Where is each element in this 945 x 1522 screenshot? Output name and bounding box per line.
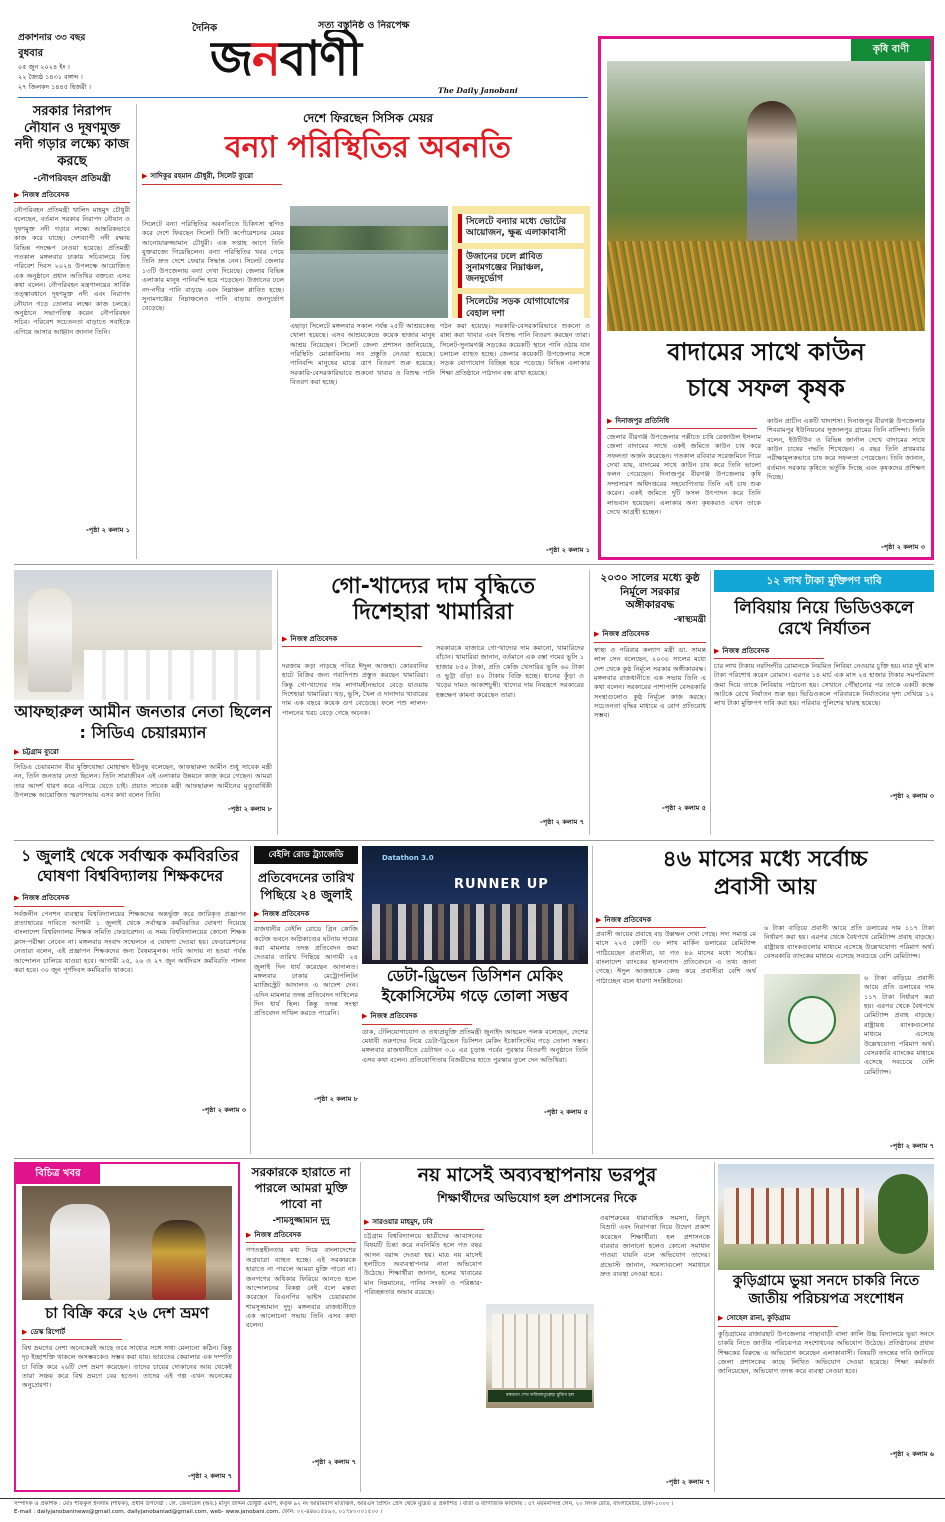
afsarul-photo xyxy=(14,570,272,700)
remittance-byline xyxy=(596,916,706,928)
krishi-byline-text: দিনাজপুর প্রতিনিধি xyxy=(615,417,670,425)
libya-cont[interactable]: -পৃষ্ঠা ২ কলাম ৩ xyxy=(890,791,934,800)
remittance-body-1: প্রবাসী আয়ের প্রবাহে বড় উল্লম্ফন দেখা গেছে। সদ্য সমাপ্ত মে মাসে ২২৫ কোটি ৩৮ লাখ মার্কিন ডলারের রেমিট্যান্স পাঠিয়েছেন প্রবাসীরা, যা গত ৪৬ মাসের মধ্যে সর্বোচ্চ। বাংলাদেশ ব্যাংকের হালনাগাদ প্রতিবেদনে এ তথ্য জানা গেছে। ঈদুল আজহাকে কেন্দ্র করে প্রবাসীরা বেশি অর্থ পাঠাচ্ছেন বলে ধারণা সংশ্লিষ্টদের। xyxy=(596,930,756,985)
libya-story xyxy=(714,570,934,832)
kurigram-headline-2[interactable]: জাতীয় পরিচয়পত্র সংশোধন xyxy=(748,1291,904,1308)
est-label-text: প্রকাশনার ৩৩ বছর xyxy=(18,33,86,43)
est-label xyxy=(18,32,158,46)
remittance-cont[interactable]: -পৃষ্ঠা ২ কলাম ৭ xyxy=(890,1142,934,1150)
flood-body-1: সিলেটে বন্যা পরিস্থিতির অবনতিতে চিকিৎসা স্থগিত করে দেশে ফিরছেন সিলেট সিটি কর্পোরেশনের মেয়র আনোয়ারুজ্জামান চৌধুরী। এক সপ্তাহ আগে তিনি যুক্তরাজ্যে গিয়েছিলেন। বন্যা পরিস্থিতির খবর পেয়ে তিনি দ্রুত দেশে ফেরার সিদ্ধান্ত নেন। সিলেট জেলার ১৩টি উপজেলায় বন্যা দেখা দিয়েছে। জেলার বিভিন্ন এলাকার মানুষ পানিবন্দি হয়ে পড়েছেন। উজানের ঢলে নদ-নদীর পানি বাড়ছে এবং নিম্নাঞ্চল প্লাবিত হচ্ছে। সুনামগঞ্জের নিম্নাঞ্চলেও পানি বাড়ায় জনদুর্ভোগ বেড়েছে। xyxy=(142,220,284,313)
bailey-story xyxy=(254,846,358,1154)
krishi-body-1: জেলার বীরগঞ্জ উপজেলার পল্লীতে চাষি রেজাউল ইসলাম জেলা বাদামের সাথে একই জমিতে কাউন চাষ করে সফলতা অর্জন করেছেন। গতকাল রবিবার সরেজমিনে গিয়ে দেখা যায়, বাদামের সাথে কাউন চাষ করে তিনি ভালো ফলন পেয়েছেন। দিনাজপুর বীরগঞ্জ উপজেলার কৃষি সম্প্রসারণ অধিদপ্তরের সহযোগিতায় তিনি এই চাষ শুরু করেন। একই জমিতে দুটি ফসল উৎপাদন করে তিনি লাভবান হয়েছেন। এলাকার অন্য কৃষকরাও এখন তাকে দেখে আগ্রহী হচ্ছেন। xyxy=(607,433,761,516)
leprosy-subhead: -স্বাস্থ্যমন্ত্রী xyxy=(673,614,706,625)
rule xyxy=(14,840,934,841)
hostel-photo xyxy=(486,1304,594,1408)
left-subhead: -নৌপরিবহন প্রতিমন্ত্রী xyxy=(33,173,111,184)
flood-headline[interactable]: বন্যা পরিস্থিতির অবনতি xyxy=(224,130,512,166)
afsarul-cont[interactable]: -পৃষ্ঠা ২ কলাম ৮ xyxy=(228,805,272,814)
flood-cont[interactable]: -পৃষ্ঠা ২ কলাম ১ xyxy=(546,546,590,554)
cattle-body-1: দরজায় কড়া নাড়ছে পবিত্র ঈদুল আজহা। কোরবানির হাটে বিক্রির জন্য গবাদিপশু প্রস্তুত করছেন খামারিরা। কিন্তু গো-খাদ্যের দাম লাগামহীনভাবে বেড়ে যাওয়ায় দিশেহারা খামারিরা। খড়, ভুসি, খৈল ও দানাদার খাবারের দাম এক বছরে কয়েক গুণ বেড়েছে। ফলে পশু লালন-পালনের খরচ বেড়ে গেছে অনেক। xyxy=(282,662,428,717)
byline-marker-icon: ▶ xyxy=(14,894,20,903)
masthead-blue-rule xyxy=(18,97,588,98)
datathon-story xyxy=(362,966,588,1154)
libya-headline-2[interactable]: রেখে নির্যাতন xyxy=(777,619,871,640)
kurigram-photo-building xyxy=(724,1188,864,1244)
kurigram-photo-tree xyxy=(878,1174,928,1254)
flood-byline xyxy=(142,172,282,184)
kurigram-byline xyxy=(718,1314,838,1326)
libya-body: চার লাখ টাকায় নরসিংদীর রোমানকে নিয়মিত লিবিয়া নেওয়ার চুক্তি হয়। মাত্র দুই মাস টাকা পরিশোধ করেন রোমান। এরপর ১৪ মার্চ এক মাস ২৪ হাজার টাকার সমপরিমাণ জমা দিয়ে তাকে লিবিয়ায় পাঠানো হয়। সেখানে পৌঁছানোর পর তাকে একটি কক্ষে আটকে রেখে নির্যাতন শুরু হয়। ভিডিওকলে পরিবারকে নির্যাতনের দৃশ্য দেখিয়ে ১২ লাখ টাকা মুক্তিপণ দাবি করা হয়। পরিবার পুলিশের দ্বারস্থ হয়েছে। xyxy=(714,661,934,708)
kurigram-photo xyxy=(718,1164,934,1270)
left-body: নৌপরিবহন প্রতিমন্ত্রী খালিদ মাহমুদ চৌধুরী বলেছেন, বর্তমান সরকার নিরাপদ নৌযান ও দূষণমুক্ত নদী গড়ার লক্ষ্যে আন্তরিকভাবে কাজ করে যাচ্ছে। দেশব্যাপী নদী রক্ষায় বিভিন্ন পদক্ষেপ নেওয়া হয়েছে। প্রতিমন্ত্রী গতকাল মঙ্গলবার ঢাকায় সচিবালয়ে বিশ্ব পরিবেশ দিবস ২০২৪ উপলক্ষে আয়োজিত এক অনুষ্ঠানে প্রধান অতিথির বক্তব্যে এসব কথা বলেন। নৌপরিবহন মন্ত্রণালয়ের সার্বিক তত্ত্বাবধানে দূষণমুক্ত নদী এবং নিরাপদ নৌযান গড়ে তোলার লক্ষ্যে কাজ চলছে। অনুষ্ঠানে সভাপতিত্ব করেন নৌপরিবহন সচিব। পরিবেশ সচেতনতা বাড়াতে সবাইকে এগিয়ে আসার আহ্বান জানান তিনি। xyxy=(14,206,130,336)
kurigram-headline-1[interactable]: কুড়িগ্রামে ভুয়া সনদে চাকরি নিতে xyxy=(732,1273,920,1289)
divider xyxy=(589,570,590,835)
flood-bullet-3[interactable]: সিলেটের সড়ক যোগাযোগের বেহাল দশা xyxy=(458,294,584,318)
afsarul-photo-speaker xyxy=(28,588,72,692)
teachers-headline-2[interactable]: ঘোষণা বিশ্ববিদ্যালয় শিক্ষকদের xyxy=(36,867,224,886)
byline-marker-icon: ▶ xyxy=(22,1328,28,1336)
teachers-cont[interactable]: -পৃষ্ঠা ২ কলাম ৩ xyxy=(202,1105,246,1114)
hostel-headline[interactable]: নয় মাসেই অব্যবস্থাপনায় ভরপুর xyxy=(417,1164,657,1186)
cattle-byline xyxy=(282,635,422,647)
flood-bullet-2[interactable]: উজানের ঢলে প্লাবিত সুনামগঞ্জের নিম্নাঞ্চল, জনদুর্ভোগ xyxy=(458,249,584,289)
byline-marker-icon: ▶ xyxy=(714,646,720,655)
datathon-byline-text: নিজস্ব প্রতিবেদক xyxy=(370,1012,418,1021)
datathon-body: ডাক, টেলিযোগাযোগ ও তথ্যপ্রযুক্তি প্রতিমন্ত্রী জুনাইদ আহমেদ পলক বলেছেন, দেশের মেধাবী তরুণদের নিয়ে ডেটা-ড্রিভেন ডিসিশন মেকিং ইকোসিস্টেম গড়ে তোলা সম্ভব। মঙ্গলবার রাজধানীতে ডেটাথন ৩.০ এর চূড়ান্ত পর্বের পুরস্কার বিতরণী অনুষ্ঠানে তিনি এসব কথা বলেন। প্রতিযোগিতায় বিজয়ীদের হাতে পুরস্কার তুলে দেন অতিথিরা। xyxy=(362,1027,588,1064)
bichitra-body: বিশ্ব ভ্রমণের নেশা অনেকেরই আছে তবে সাধ্যের সঙ্গে সাধ্য মেলানো কঠিন। কিন্তু দৃঢ় ইচ্ছাশক্তি থাকলে অসম্ভবকেও সম্ভব করা যায়। ভারতের কেরালার এক দম্পতি চা বিক্রি করে ২৬টি দেশ ভ্রমণ করেছেন। তাদের চায়ের দোকানের আয় থেকেই তারা সঞ্চয় করে বিশ্ব ভ্রমণে বের হতেন। তাদের এই গল্প এখন অনেকের অনুপ্রেরণা। xyxy=(22,1344,232,1390)
krishi-headline-1[interactable]: বাদামের সাথে কাউন xyxy=(667,338,865,366)
divider xyxy=(250,846,251,1154)
opinion-byline xyxy=(246,1231,356,1243)
masthead-prefix: দৈনিক xyxy=(192,23,218,34)
divider xyxy=(277,570,278,835)
bailey-cont[interactable]: -পৃষ্ঠা ২ কলাম ৮ xyxy=(314,1095,358,1104)
kurigram-story xyxy=(718,1272,934,1492)
logo-letter: ন xyxy=(251,31,280,87)
bailey-body: রাজধানীর বেইলি রোডে গ্রিন কোজি কটেজ ভবনে অগ্নিকাণ্ডের ঘটনায় দায়ের করা মামলার তদন্ত প্রতিবেদন জমা দেওয়ার তারিখ পিছিয়ে আগামী ২৪ জুলাই দিন ধার্য করেছেন আদালত। মঙ্গলবার ঢাকার মেট্রোপলিটন ম্যাজিস্ট্রেট আদালত এ আদেশ দেন। এদিন মামলার তদন্ত প্রতিবেদন দাখিলের দিন ধার্য ছিল। কিন্তু তদন্ত সংস্থা প্রতিবেদন দাখিল করতে পারেনি। xyxy=(254,925,358,1018)
left-headline[interactable]: সরকার নিরাপদ নৌযান ও দূষণমুক্ত নদী গড়ার লক্ষ্যে কাজ করছে xyxy=(14,104,130,169)
english-name: The Daily Janobani xyxy=(438,86,518,95)
leprosy-story xyxy=(594,572,706,834)
leprosy-headline[interactable]: ২০৩০ সালের মধ্যে কুষ্ঠ নির্মূলে সরকার অঙ্গীকারবদ্ধ xyxy=(600,572,700,612)
cattle-body-2: সরকারকে বাজারে গো-খাদ্যের দাম কমানো, খামারিদের বাঁচান। খামারিরা জানান, বর্তমানে এক বস্তা গমের ভুসি ১ হাজার ৮৫০ টাকা, প্রতি কেজি খেসারির ভুসি ৬০ টাকা ও ভুট্টা গুঁড়া ৪০ টাকায় বিক্রি হচ্ছে। ধানের কুঁড়া ও খড়ের দামও আকাশচুম্বী। খাদ্যের দাম নিয়ন্ত্রণে সরকারের হস্তক্ষেপ কামনা করেছেন তারা। xyxy=(436,644,584,699)
leprosy-body: স্বাস্থ্য ও পরিবার কল্যাণ মন্ত্রী ডা. সামন্ত লাল সেন বলেছেন, ২০৩০ সালের মধ্যে দেশ থেকে কুষ্ঠ নির্মূলে সরকার অঙ্গীকারবদ্ধ। মঙ্গলবার রাজধানীতে এক সভায় তিনি এ কথা বলেন। সরকারের পাশাপাশি বেসরকারি সংস্থাগুলোও কুষ্ঠ নির্মূলে কাজ করছে। সচেতনতা বৃদ্ধির মাধ্যমে এ রোগ প্রতিরোধ সম্ভব। xyxy=(594,645,706,720)
logo-text xyxy=(210,31,361,87)
cattle-headline-2[interactable]: দিশেহারা খামারিরা xyxy=(352,600,514,626)
bangladesh-bank-seal-icon xyxy=(788,996,836,1044)
footer-line-1: সম্পাদক ও প্রকাশক : মোঃ শফিকুল ইসলাম (শফিক), প্রধান উপদেষ্টা : লে. জেনারেল (অব.) মাসুদ উদ্দিন চৌধুরী এমপি, কর্তৃক ৯২ নং আরামবাগ মতিঝিল, আরএস প্রিন্টিং প্রেস থেকে মুদ্রিত ও প্রকাশিত । বার্তা ও বাণিজ্যিক কার্যালয় : ৫৭ ময়মনসিংহ লেন, ২০ লিংক রোড, বাংলামোটর, ঢাকা-১০০০ । xyxy=(14,1501,674,1507)
remittance-story xyxy=(596,846,934,1154)
cattle-byline-text: নিজস্ব প্রতিবেদক xyxy=(290,634,338,643)
remittance-byline-text: নিজস্ব প্রতিবেদক xyxy=(604,916,652,924)
cattle-headline-1[interactable]: গো-খাদ্যের দাম বৃদ্ধিতে xyxy=(330,574,536,599)
flood-kicker: দেশে ফিরছেন সিসিক মেয়র xyxy=(302,111,433,125)
bichitra-badge: বিচিত্র খবর xyxy=(16,1164,100,1184)
krishi-photo xyxy=(607,61,925,331)
bichitra-frame xyxy=(14,1162,240,1492)
krishi-body-2: কাউন প্রাচীন একটি খাদ্যশস্য। দিনাজপুর বীরগঞ্জ উপজেলার শিবরামপুর ইউনিয়নের সুজালপুর গ্রামের তিনি বাসিন্দা। তিনি বলেন, ইউটিউব ও বিভিন্ন জার্নাল দেখে বাদামের সাথে কাউন চাষের পদ্ধতি শিখেছেন। এ বছর তিনি প্রথমবার পরীক্ষামূলকভাবে চাষ করে সফলতা পেয়েছেন। তিনি জানান, বর্তমান সরকার কৃষিতে ভর্তুকি দিচ্ছে এবং কৃষকদের প্রশিক্ষণ দিচ্ছে। xyxy=(767,417,925,482)
afsarul-photo-table xyxy=(84,650,272,700)
hostel-body-1: চট্টগ্রাম বিশ্ববিদ্যালয়ে ছাত্রীদের আবাসনের বিষয়টি চিন্তা করে নবনির্মিত হলে গত বছর আসন বরাদ্দ দেওয়া হয়। মাত্র নয় মাসেই হলটিতে অব্যবস্থাপনার নানা অভিযোগ উঠেছে। শিক্ষার্থীরা জানান, হলের খাবারের মান নিম্নমানের, পানির সংকট ও পরিষ্কার-পরিচ্ছন্নতার অভাব রয়েছে। xyxy=(364,1232,482,1297)
datathon-byline xyxy=(362,1012,472,1024)
flood-photo-water xyxy=(290,254,448,318)
left-byline xyxy=(14,191,130,203)
teachers-byline xyxy=(14,894,124,906)
opinion-cont[interactable]: -পৃষ্ঠা ২ কলাম ৭ xyxy=(312,1458,356,1467)
opinion-story xyxy=(246,1164,356,1492)
byline-marker-icon: ▶ xyxy=(594,630,600,639)
byline-marker-icon: ▶ xyxy=(718,1314,724,1323)
opinion-body: গণতন্ত্রহীনতার মধ্য দিয়ে বাংলাদেশের অগ্রযাত্রা ব্যাহত হচ্ছে। এই সরকারকে হারাতে না পারলে আমরা মুক্তি পাবো না। জনগণের অধিকার ফিরিয়ে আনতে হলে আন্দোলনের বিকল্প নেই বলে মন্তব্য করেছেন বিএনপির ভাইস চেয়ারম্যান শামসুজ্জামান দুদু। মঙ্গলবার রাজধানীতে এক আলোচনা সভায় তিনি এসব কথা বলেন। xyxy=(246,1246,356,1330)
leprosy-byline xyxy=(594,630,706,642)
divider xyxy=(710,570,711,835)
datathon-photo xyxy=(362,846,588,964)
libya-headline-1[interactable]: লিবিয়ায় নিয়ে ভিডিওকলে xyxy=(734,598,914,618)
datathon-cont[interactable]: -পৃষ্ঠা ২ কলাম ৫ xyxy=(544,1107,588,1116)
flood-byline-text: সাদিকুর রহমান চৌধুরী, সিলেট ব্যুরো xyxy=(150,172,253,181)
krishi-badge: কৃষি বাণী xyxy=(851,39,931,61)
bailey-byline-text: নিজস্ব প্রতিবেদক xyxy=(262,909,310,918)
datathon-stage-text: RUNNER UP xyxy=(454,877,549,892)
hostel-photo-sign xyxy=(488,1390,592,1402)
divider xyxy=(136,104,137,559)
leprosy-byline-text: নিজস্ব প্রতিবেদক xyxy=(602,630,650,639)
date-hijri: ২৭ জিলকদ ১৪৪৫ হিজরী । xyxy=(18,83,91,91)
bichitra-byline xyxy=(22,1328,122,1340)
opinion-subhead: -শামসুজ্জামান দুদু xyxy=(272,1215,330,1226)
krishi-photo-farmer xyxy=(747,101,797,261)
leprosy-cont[interactable]: -পৃষ্ঠা ২ কলাম ৫ xyxy=(662,803,706,812)
rule xyxy=(14,1158,934,1159)
remittance-headline-1[interactable]: ৪৬ মাসের মধ্যে সর্বোচ্চ xyxy=(662,847,868,872)
masthead xyxy=(0,0,600,98)
libya-badge: ১২ লাখ টাকা মুক্তিপণ দাবি xyxy=(714,570,934,592)
byline-marker-icon: ▶ xyxy=(607,417,613,425)
kurigram-cont[interactable]: -পৃষ্ঠা ২ কলাম ৬ xyxy=(890,1449,934,1458)
hostel-sign-text: বঙ্গমাতা শেখ ফজিলাতুন্নেছা মুজিব হল xyxy=(505,1393,575,1398)
byline-marker-icon: ▶ xyxy=(14,190,20,199)
left-byline-text: নিজস্ব প্রতিবেদক xyxy=(22,190,70,199)
footer xyxy=(0,1498,945,1522)
krishi-headline-2[interactable]: চাষে সফল কৃষক xyxy=(687,374,845,402)
bichitra-photo-woman xyxy=(152,1220,206,1300)
afsarul-byline xyxy=(14,748,134,760)
rule xyxy=(14,564,934,565)
hostel-cont[interactable]: -পৃষ্ঠা ২ কলাম ৭ xyxy=(666,1478,710,1486)
hostel-story xyxy=(364,1164,710,1492)
bailey-badge: বেইলি রোড ট্র্যাজেডি xyxy=(254,846,358,864)
flood-body-3: গঠন করা হয়েছে। সরকারি-বেসরকারিভাবে শুকনো ও রান্না করা খাবার এবং বিশুদ্ধ পানি বিতরণ করছেন তারা। সিলেট-সুনামগঞ্জ সড়কের কয়েকটি স্থানে পানি ওঠায় যান চলাচল ব্যাহত হচ্ছে। জেলার কয়েকটি উপজেলার সঙ্গে সড়ক যোগাযোগ বিচ্ছিন্ন হয়ে পড়েছে। বিভিন্ন এলাকার শিক্ষা প্রতিষ্ঠানে পাঠদান বন্ধ রাখা হয়েছে। xyxy=(440,322,590,377)
krishi-cont[interactable]: -পৃষ্ঠা ২ কলাম ৩ xyxy=(881,543,925,551)
afsarul-byline-text: চট্টগ্রাম ব্যুরো xyxy=(22,747,59,756)
flood-photo-trees xyxy=(290,226,448,250)
hostel-body-2: ওয়াশরুমের ধারাবাহিক সমস্যা, বিদ্যুৎ বিভ্রাট এবং নিরাপত্তা নিয়ে উদ্বেগ প্রকাশ করেছেন শিক্ষার্থীরা। হল প্রশাসনকে বারবার জানানো হলেও কোনো সমাধান পাওয়া যায়নি বলে অভিযোগ তাদের। প্রভোস্ট জানান, সমস্যাগুলো সমাধানে দ্রুত ব্যবস্থা নেওয়া হবে। xyxy=(600,1214,710,1279)
bailey-headline[interactable]: প্রতিবেদনের তারিখ পিছিয়ে ২৪ জুলাই xyxy=(257,870,355,902)
teachers-headline-1[interactable]: ১ জুলাই থেকে সর্বাত্মক কর্মবিরতির xyxy=(21,847,239,865)
byline-marker-icon: ▶ xyxy=(596,916,602,924)
teachers-story xyxy=(14,846,246,1154)
divider xyxy=(714,1162,715,1492)
krishi-byline xyxy=(607,417,757,429)
teachers-body: সর্বজনীন পেনশন ব্যবস্থায় বিশ্ববিদ্যালয়ের শিক্ষকদের অন্তর্ভুক্ত করে জারিকৃত প্রজ্ঞাপন প্রত্যাহারের দাবিতে আগামী ১ জুলাই থেকে সর্বাত্মক কর্মবিরতির ঘোষণা দিয়েছে বাংলাদেশ বিশ্ববিদ্যালয় শিক্ষক সমিতি ফেডারেশন। এ সময় বিশ্ববিদ্যালয়ের কোনো শিক্ষক ক্লাস-পরীক্ষা নেবেন না। মঙ্গলবার সংবাদ সম্মেলনে এ ঘোষণা দেওয়া হয়। ফেডারেশনের নেতারা বলেন, এই প্রজ্ঞাপন শিক্ষকদের জন্য বৈষম্যমূলক। দাবি আদায় না হওয়া পর্যন্ত আন্দোলন চালিয়ে যাওয়া হবে। আগামী ২৫, ২৬ ও ২৭ জুন অর্ধদিবস কর্মবিরতি পালন করা হবে। ৩০ জুন পূর্ণদিবস কর্মবিরতি থাকবে। xyxy=(14,909,246,974)
remittance-body-2: ৬ টাকা বাড়িয়ে প্রবাসী আয়ে প্রতি ডলারের দাম ১১৭ টাকা নির্ধারণ করা হয়। এরপর থেকে বৈধপথে রেমিট্যান্স প্রবাহ বাড়ছে। রাষ্ট্রায়ত্ত ব্যাংকগুলোর মাধ্যমে এসেছে উল্লেখযোগ্য পরিমাণ অর্থ। বেসরকারি ব্যাংকের মাধ্যমে এসেছে সবচেয়ে বেশি রেমিট্যান্স। xyxy=(764,924,934,961)
byline-marker-icon: ▶ xyxy=(254,909,260,918)
bichitra-photo-man xyxy=(50,1204,110,1300)
afsarul-headline[interactable]: আফছারুল আমীন জনতার নেতা ছিলেন : সিডিএ চেয়ারম্যান xyxy=(14,702,272,742)
flood-photo xyxy=(290,206,448,318)
footer-line-2[interactable]: E-mail : dailyjanobaninews@gmail.com, dailyjanobaniad@gmail.com, web- www.janobani.com, ফোন: ০২-৪৪৬১৫৮৯৩, ০১৭৮০০০১৫০০ । xyxy=(14,1508,383,1515)
masthead-tagline: সত্য বস্তুনিষ্ঠ ও নিরপেক্ষ xyxy=(318,20,410,31)
byline-marker-icon: ▶ xyxy=(364,1218,370,1226)
bichitra-headline[interactable]: চা বিক্রি করে ২৬ দেশ ভ্রমণ xyxy=(45,1304,209,1322)
byline-marker-icon: ▶ xyxy=(14,747,20,756)
bichitra-photo xyxy=(22,1186,232,1300)
divider xyxy=(592,846,593,1154)
libya-byline-text: নিজস্ব প্রতিবেদক xyxy=(722,646,770,655)
datathon-people xyxy=(372,904,578,960)
byline-marker-icon: ▶ xyxy=(142,172,148,181)
byline-marker-icon: ▶ xyxy=(282,634,288,643)
cattle-cont[interactable]: -পৃষ্ঠা ২ কলাম ৭ xyxy=(540,818,584,826)
opinion-byline-text: নিজস্ব প্রতিবেদক xyxy=(254,1231,302,1240)
day-label: বুধবার xyxy=(18,48,44,59)
remittance-photo xyxy=(764,974,860,1064)
flood-bullet-1[interactable]: সিলেটে বন্যার মধ্যে ভোটের আয়োজন, ক্ষুব্ধ এলাকাবাসী xyxy=(458,214,584,243)
datathon-headline-1[interactable]: ডেটা-ড্রিভেন ডিসিশন মেকিং xyxy=(386,967,564,985)
remittance-body-3 xyxy=(864,974,934,1144)
remittance-body-3-text: ৬ টাকা বাড়িয়ে প্রবাসী আয়ে প্রতি ডলারের দাম ১১৭ টাকা নির্ধারণ করা হয়। এরপর থেকে বৈধপথে রেমিট্যান্স প্রবাহ বাড়ছে। রাষ্ট্রায়ত্ত ব্যাংকগুলোর মাধ্যমে এসেছে উল্লেখযোগ্য পরিমাণ অর্থ। বেসরকারি ব্যাংকের মাধ্যমে এসেছে সবচেয়ে বেশি রেমিট্যান্স। xyxy=(864,974,934,1076)
hostel-byline xyxy=(364,1218,484,1230)
krishi-frame xyxy=(598,36,934,560)
flood-body-2: এছাড়া সিলেটে মঙ্গলবার সকাল পর্যন্ত ২৫টি আশ্রয়কেন্দ্র খোলা হয়েছে। এসব আশ্রয়কেন্দ্রে কয়েক হাজার মানুষ আশ্রয় নিয়েছেন। সিলেট জেলা প্রশাসন জানিয়েছে, পরিস্থিতি মোকাবিলায় সব প্রস্তুতি নেওয়া হয়েছে। পানিবন্দি মানুষের মাঝে ত্রাণ বিতরণ শুরু হয়েছে। সরকারি-বেসরকারিভাবে শুকনো খাবার ও বিশুদ্ধ পানি বিতরণ করা হচ্ছে। xyxy=(290,322,435,387)
cattle-story xyxy=(282,574,584,836)
logo-letter: বাণী xyxy=(279,31,362,87)
flood-bullets xyxy=(452,206,590,318)
byline-marker-icon: ▶ xyxy=(362,1012,368,1021)
afsarul-body: সিডিএ চেয়ারম্যান বীর মুক্তিযোদ্ধা মোহাম্মদ ইউনুছ বলেছেন, আফছারুল আমীন শুধু সাবেক মন্ত্রী নন, তিনি জনতার নেতা ছিলেন। তিনি সারাজীবন এই এলাকার উন্নয়নে কাজ করে গেছেন। আমরা তার আদর্শ ধারণ করে এগিয়ে যেতে চাই। প্রয়াত সাবেক মন্ত্রী আফছারুল আমীনের মৃত্যুবার্ষিকী উপলক্ষে আয়োজিত স্মরণসভায় এসব কথা বলেন তিনি। xyxy=(14,763,272,800)
hostel-subhead: শিক্ষার্থীদের অভিযোগ হল প্রশাসনের দিকে xyxy=(437,1190,637,1205)
bichitra-cont[interactable]: -পৃষ্ঠা ২ কলাম ৭ xyxy=(188,1472,232,1480)
date-en: ০৫ জুন ২০২৪ ইং । xyxy=(18,63,70,71)
libya-byline xyxy=(714,647,824,659)
datathon-headline-2[interactable]: ইকোসিস্টেম গড়ে তোলা সম্ভব xyxy=(381,987,569,1006)
hostel-byline-text: সারওয়ার মাহমুদ, ঢবি xyxy=(372,1218,433,1226)
bailey-byline xyxy=(254,910,358,922)
logo-letter: জ xyxy=(210,31,252,87)
byline-marker-icon: ▶ xyxy=(246,1231,252,1240)
divider xyxy=(360,1162,361,1492)
teachers-byline-text: নিজস্ব প্রতিবেদক xyxy=(22,894,70,903)
krishi-photo-grain xyxy=(607,241,925,331)
afsarul-story xyxy=(14,702,272,822)
opinion-headline[interactable]: সরকারকে হারাতে না পারলে আমরা মুক্তি পাবো না xyxy=(251,1165,351,1212)
date-bn: ২২ জ্যৈষ্ঠ ১৪৩১ বঙ্গাব্দ । xyxy=(18,73,83,81)
kurigram-byline-text: সোহেল রানা, কুড়িগ্রাম xyxy=(726,1314,791,1323)
kurigram-body: কুড়িগ্রামের রাজারহাট উপজেলার পাছাবাড়ী বালা কালি উচ্চ বিদ্যালয়ে ভুয়া সনদে চাকরি নিতে জাতীয় পরিচয়পত্র সংশোধনের অভিযোগ উঠেছে। প্রতিষ্ঠানের প্রধান শিক্ষকের বিরুদ্ধে এ অভিযোগ করেছেন এলাকাবাসী। বিষয়টি তদন্তের দাবি জানিয়ে জেলা প্রশাসকের কাছে লিখিত অভিযোগ দেওয়া হয়েছে। শিক্ষা কর্মকর্তা জানিয়েছেন, অভিযোগ তদন্ত করে ব্যবস্থা নেওয়া হবে। xyxy=(718,1329,934,1376)
hostel-photo-building xyxy=(492,1314,588,1388)
bichitra-byline-text: ডেস্ক রিপোর্ট xyxy=(30,1328,66,1336)
left-cont[interactable]: -পৃষ্ঠা ২ কলাম ১ xyxy=(86,526,130,535)
remittance-headline-2[interactable]: প্রবাসী আয় xyxy=(713,874,817,900)
datathon-stage-brand: Datathon 3.0 xyxy=(382,854,434,862)
left-story xyxy=(14,104,130,559)
